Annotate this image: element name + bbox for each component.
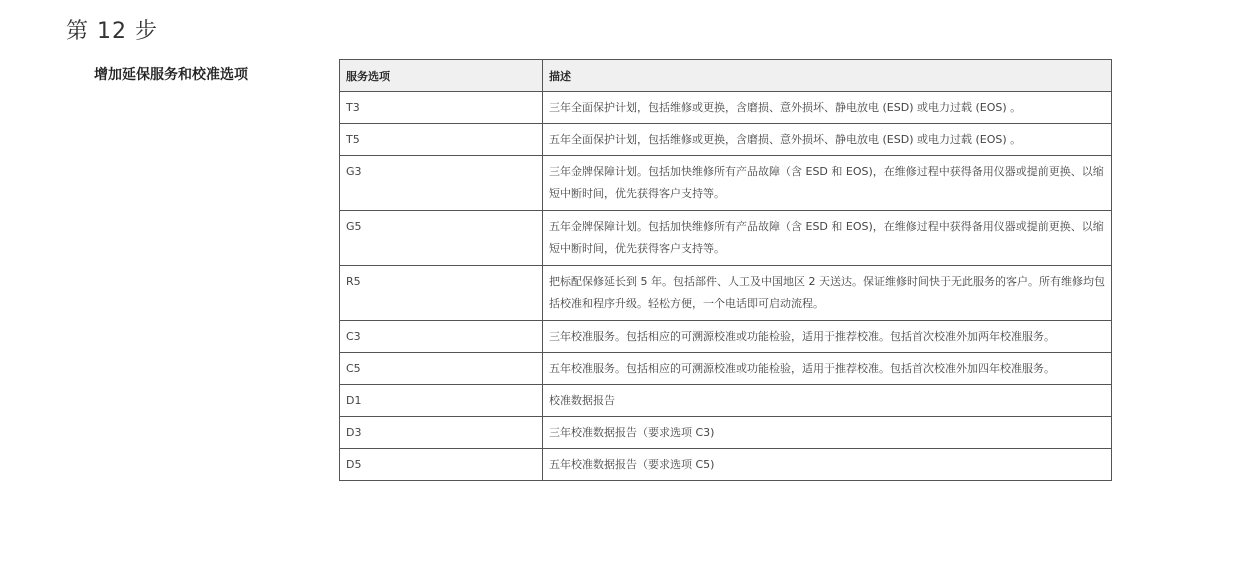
option-description: 三年金牌保障计划。包括加快维修所有产品故障（含 ESD 和 EOS)，在维修过程中获得备用仪器或提前更换、以缩短中断时间，优先获得客户支持等。 bbox=[543, 156, 1112, 211]
option-code: T5 bbox=[340, 124, 543, 156]
option-code: D5 bbox=[340, 449, 543, 481]
option-description: 校准数据报告 bbox=[543, 385, 1112, 417]
option-description: 五年校准服务。包括相应的可溯源校准或功能检验，适用于推荐校准。包括首次校准外加四年校准服务。 bbox=[543, 353, 1112, 385]
option-code: T3 bbox=[340, 92, 543, 124]
table-row bbox=[340, 449, 1112, 481]
table-row bbox=[340, 211, 1112, 266]
header-service-option: 服务选项 bbox=[340, 60, 543, 92]
table-row bbox=[340, 156, 1112, 211]
service-options-table bbox=[339, 59, 1112, 481]
header-description: 描述 bbox=[543, 60, 1112, 92]
option-description: 三年校准数据报告（要求选项 C3) bbox=[543, 417, 1112, 449]
option-code: R5 bbox=[340, 266, 543, 321]
table-row bbox=[340, 321, 1112, 353]
option-description: 五年金牌保障计划。包括加快维修所有产品故障（含 ESD 和 EOS)，在维修过程中获得备用仪器或提前更换、以缩短中断时间，优先获得客户支持等。 bbox=[543, 211, 1112, 266]
option-description: 五年全面保护计划，包括维修或更换，含磨损、意外损坏、静电放电 (ESD) 或电力过载 (EOS) 。 bbox=[543, 124, 1112, 156]
option-description: 把标配保修延长到 5 年。包括部件、人工及中国地区 2 天送达。保证维修时间快于无此服务的客户。所有维修均包括校准和程序升级。轻松方便，一个电话即可启动流程。 bbox=[543, 266, 1112, 321]
option-code: D3 bbox=[340, 417, 543, 449]
option-description: 五年校准数据报告（要求选项 C5) bbox=[543, 449, 1112, 481]
option-code: C3 bbox=[340, 321, 543, 353]
table-row bbox=[340, 92, 1112, 124]
table-row bbox=[340, 266, 1112, 321]
table-row bbox=[340, 385, 1112, 417]
table-row bbox=[340, 353, 1112, 385]
table-row bbox=[340, 417, 1112, 449]
table-header-row bbox=[340, 60, 1112, 92]
option-code: D1 bbox=[340, 385, 543, 417]
option-code: C5 bbox=[340, 353, 543, 385]
option-description: 三年校准服务。包括相应的可溯源校准或功能检验，适用于推荐校准。包括首次校准外加两年校准服务。 bbox=[543, 321, 1112, 353]
option-code: G5 bbox=[340, 211, 543, 266]
option-code: G3 bbox=[340, 156, 543, 211]
section-title: 增加延保服务和校准选项 bbox=[94, 67, 248, 83]
step-title: 第 12 步 bbox=[66, 19, 158, 44]
option-description: 三年全面保护计划，包括维修或更换，含磨损、意外损坏、静电放电 (ESD) 或电力过载 (EOS) 。 bbox=[543, 92, 1112, 124]
table-row bbox=[340, 124, 1112, 156]
